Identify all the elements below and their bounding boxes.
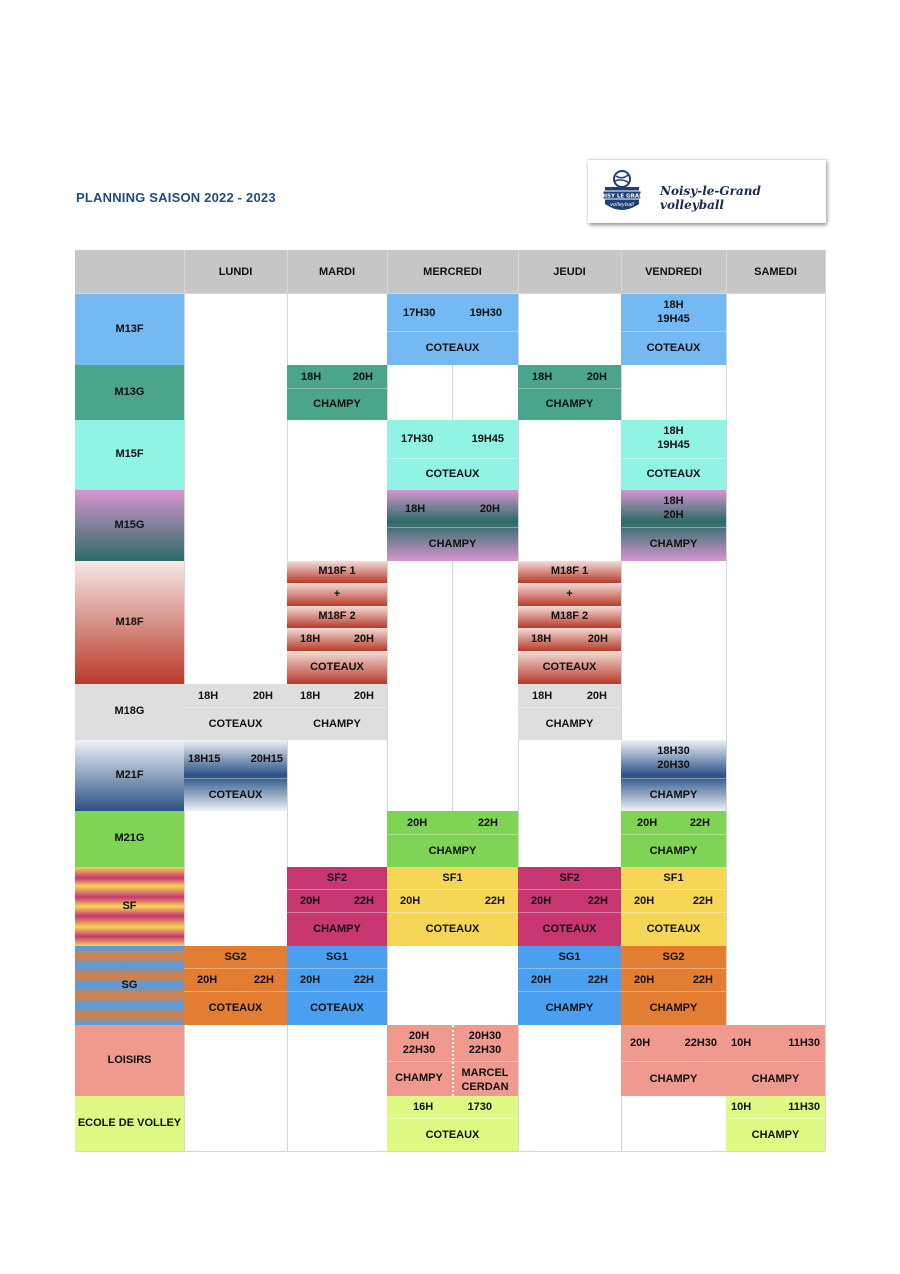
session-divider <box>518 968 621 969</box>
session-place: COTEAUX <box>646 468 701 480</box>
session-start-time: 18H <box>532 370 553 383</box>
session-place: COTEAUX <box>646 342 701 354</box>
session-divider <box>387 912 518 913</box>
session-divider <box>387 1118 518 1119</box>
session-divider <box>621 834 726 835</box>
session-end-time: 20H <box>586 689 607 702</box>
session-start-time: 20H <box>408 1030 430 1042</box>
session-divider <box>387 834 518 835</box>
session-place: CHAMPY <box>649 844 698 857</box>
club-name: Noisy-le-Grand volleyball <box>660 184 761 212</box>
session-end-time: 20H <box>352 370 373 383</box>
session-divider <box>184 707 287 708</box>
session-end-time: 19H45 <box>657 313 690 325</box>
session-start-time: 20H <box>531 974 552 986</box>
group-label: M18F 1 <box>550 565 589 577</box>
session-end-time: 22H <box>692 974 713 986</box>
session-place: CHAMPY <box>545 717 594 730</box>
session-divider <box>621 1061 726 1062</box>
session-start-time: 20H <box>400 895 421 907</box>
session-end-time: 1730 <box>467 1101 492 1113</box>
session-divider <box>287 968 387 969</box>
session-start-time: 16H <box>413 1101 434 1113</box>
session-divider <box>518 388 621 389</box>
session-divider <box>621 968 726 969</box>
session-place: CERDAN <box>461 1081 509 1093</box>
team-label: M13G <box>114 385 145 398</box>
session-end-time: 22H <box>587 895 608 907</box>
session-end-time: 11H30 <box>788 1101 820 1113</box>
grid-line <box>387 250 388 1151</box>
session-place: CHAMPY <box>649 1072 698 1085</box>
session-end-time: 22H <box>253 974 274 986</box>
session-end-time: 20H <box>586 370 607 383</box>
grid-line <box>825 250 826 1151</box>
session-end-time: 20H <box>252 689 273 702</box>
session-start-time: 18H <box>300 633 321 645</box>
session-divider <box>518 707 621 708</box>
session-group: SG1 <box>558 951 581 963</box>
session-start-time: 18H <box>300 689 321 702</box>
team-label: SG <box>121 978 138 991</box>
session-end-time: 20H <box>479 502 500 515</box>
session-start-time: 18H <box>663 299 684 311</box>
day-header: LUNDI <box>218 266 253 278</box>
session-group: SF1 <box>663 872 684 884</box>
session-place: COTEAUX <box>425 468 480 480</box>
svg-text:NOISY LE GRAND: NOISY LE GRAND <box>595 193 649 200</box>
session-end-time: 22H30 <box>468 1044 502 1056</box>
session-start-time: 18H <box>663 425 684 437</box>
session-end-time: 20H30 <box>657 759 690 771</box>
session-place: COTEAUX <box>542 661 597 673</box>
session-end-time: 20H <box>353 633 374 645</box>
group-plus: + <box>566 588 573 600</box>
session-divider <box>287 388 387 389</box>
session-end-time: 11H30 <box>788 1037 820 1049</box>
session-start-time: 18H15 <box>188 753 221 765</box>
team-label: M13F <box>115 322 144 335</box>
session-place: MARCEL <box>461 1067 509 1079</box>
session-start-time: 18H <box>531 633 552 645</box>
session-divider <box>287 889 387 890</box>
session-group: SG2 <box>662 951 685 963</box>
team-label: M15G <box>114 518 145 531</box>
session-place: COTEAUX <box>208 717 263 730</box>
svg-text:volleyball: volleyball <box>610 202 634 208</box>
session-place: COTEAUX <box>425 1128 480 1141</box>
session-start-time: 20H <box>300 974 321 986</box>
day-header: MARDI <box>318 266 356 278</box>
session-divider <box>184 778 287 779</box>
session-start-time: 20H <box>637 816 658 829</box>
session-end-time: 20H <box>663 509 684 521</box>
session-place: CHAMPY <box>545 398 594 410</box>
session-group: SG1 <box>325 951 348 963</box>
session-divider <box>621 912 726 913</box>
session-divider <box>621 527 726 528</box>
session-end-time: 22H30 <box>684 1037 717 1049</box>
session-start-time: 20H <box>300 895 321 907</box>
team-label: M21F <box>115 768 144 781</box>
session-end-time: 19H45 <box>471 433 504 445</box>
session-start-time: 20H <box>531 895 552 907</box>
session-divider <box>184 991 287 992</box>
session-place: CHAMPY <box>545 1002 594 1014</box>
team-label: M18F <box>115 615 144 628</box>
day-header: SAMEDI <box>754 266 797 278</box>
session-group: SF2 <box>559 872 580 884</box>
session-start-time: 20H <box>407 816 428 829</box>
session-place: CHAMPY <box>428 844 477 857</box>
group-label: M18F 2 <box>550 610 589 622</box>
session-divider <box>287 991 387 992</box>
session-divider <box>621 778 726 779</box>
session-place: COTEAUX <box>425 923 480 935</box>
session-end-time: 22H <box>353 895 374 907</box>
session-place: COTEAUX <box>425 342 480 354</box>
session-place: CHAMPY <box>313 717 361 730</box>
session-divider <box>387 1061 518 1062</box>
group-plus: + <box>333 588 341 600</box>
day-header: MERCREDI <box>423 266 482 278</box>
session-end-time: 20H <box>587 633 608 645</box>
session-divider <box>518 889 621 890</box>
session-divider <box>726 1118 825 1119</box>
session-place: COTEAUX <box>646 923 701 935</box>
session-start-time: 20H <box>634 895 655 907</box>
session-end-time: 22H <box>353 974 374 986</box>
session-group: SG2 <box>224 951 247 963</box>
session-start-time: 20H30 <box>468 1030 502 1042</box>
session-start-time: 18H <box>405 502 426 515</box>
team-label: SF <box>122 899 137 912</box>
group-label: M18F 1 <box>318 565 356 577</box>
session-start-time: 20H <box>634 974 655 986</box>
grid-line <box>726 250 727 1151</box>
session-divider <box>387 527 518 528</box>
session-end-time: 22H <box>587 974 608 986</box>
day-header: JEUDI <box>553 266 586 278</box>
session-divider <box>518 912 621 913</box>
session-place: COTEAUX <box>310 661 364 673</box>
session-place: CHAMPY <box>751 1072 800 1085</box>
session-divider <box>726 1061 825 1062</box>
team-label: M15F <box>115 448 144 460</box>
session-divider <box>621 458 726 459</box>
session-end-time: 20H15 <box>250 753 283 765</box>
session-end-time: 22H <box>689 816 710 829</box>
session-start-time: 10H <box>731 1037 752 1049</box>
session-divider <box>621 991 726 992</box>
session-end-time: 19H45 <box>657 439 690 451</box>
session-divider <box>621 331 726 332</box>
session-place: CHAMPY <box>395 1072 443 1084</box>
session-start-time: 18H <box>301 370 322 383</box>
session-end-time: 22H <box>692 895 713 907</box>
session-start-time: 20H <box>197 974 218 986</box>
session-divider <box>518 991 621 992</box>
session-place: CHAMPY <box>649 538 698 550</box>
session-start-time: 18H <box>198 689 219 702</box>
session-group: SF1 <box>442 872 463 884</box>
session-divider <box>621 889 726 890</box>
session-end-time: 22H <box>484 895 505 907</box>
session-place: CHAMPY <box>313 923 361 935</box>
session-end-time: 22H <box>477 816 498 829</box>
team-label: M18G <box>114 705 145 717</box>
session-divider <box>387 889 518 890</box>
session-place: CHAMPY <box>428 538 477 550</box>
session-start-time: 20H <box>630 1037 651 1049</box>
day-header: VENDREDI <box>645 266 702 278</box>
session-divider <box>184 968 287 969</box>
session-end-time: 22H30 <box>402 1044 436 1056</box>
session-divider <box>287 912 387 913</box>
session-divider <box>387 331 518 332</box>
team-label: LOISIRS <box>107 1053 152 1066</box>
page-title: PLANNING SAISON 2022 - 2023 <box>76 190 276 205</box>
grid-line <box>75 1151 825 1152</box>
session-end-time: 19H30 <box>469 306 502 319</box>
session-start-time: 17H30 <box>401 433 434 445</box>
session-place: CHAMPY <box>313 398 361 410</box>
session-place: CHAMPY <box>751 1128 800 1141</box>
session-start-time: 18H <box>663 495 684 507</box>
session-place: COTEAUX <box>310 1002 364 1014</box>
team-label: ECOLE DE VOLLEY <box>77 1116 182 1129</box>
session-start-time: 17H30 <box>403 306 436 319</box>
session-end-time: 20H <box>353 689 374 702</box>
session-place: COTEAUX <box>208 788 263 801</box>
session-group: SF2 <box>326 872 348 884</box>
session-divider <box>287 707 387 708</box>
group-label: M18F 2 <box>318 610 356 622</box>
session-start-time: 10H <box>731 1101 752 1113</box>
session-place: COTEAUX <box>542 923 597 935</box>
session-start-time: 18H30 <box>657 745 690 757</box>
session-place: CHAMPY <box>649 788 698 801</box>
team-label: M21G <box>114 832 145 844</box>
session-start-time: 18H <box>532 689 553 702</box>
session-place: COTEAUX <box>208 1002 263 1014</box>
session-place: CHAMPY <box>649 1002 698 1014</box>
session-divider <box>387 458 518 459</box>
